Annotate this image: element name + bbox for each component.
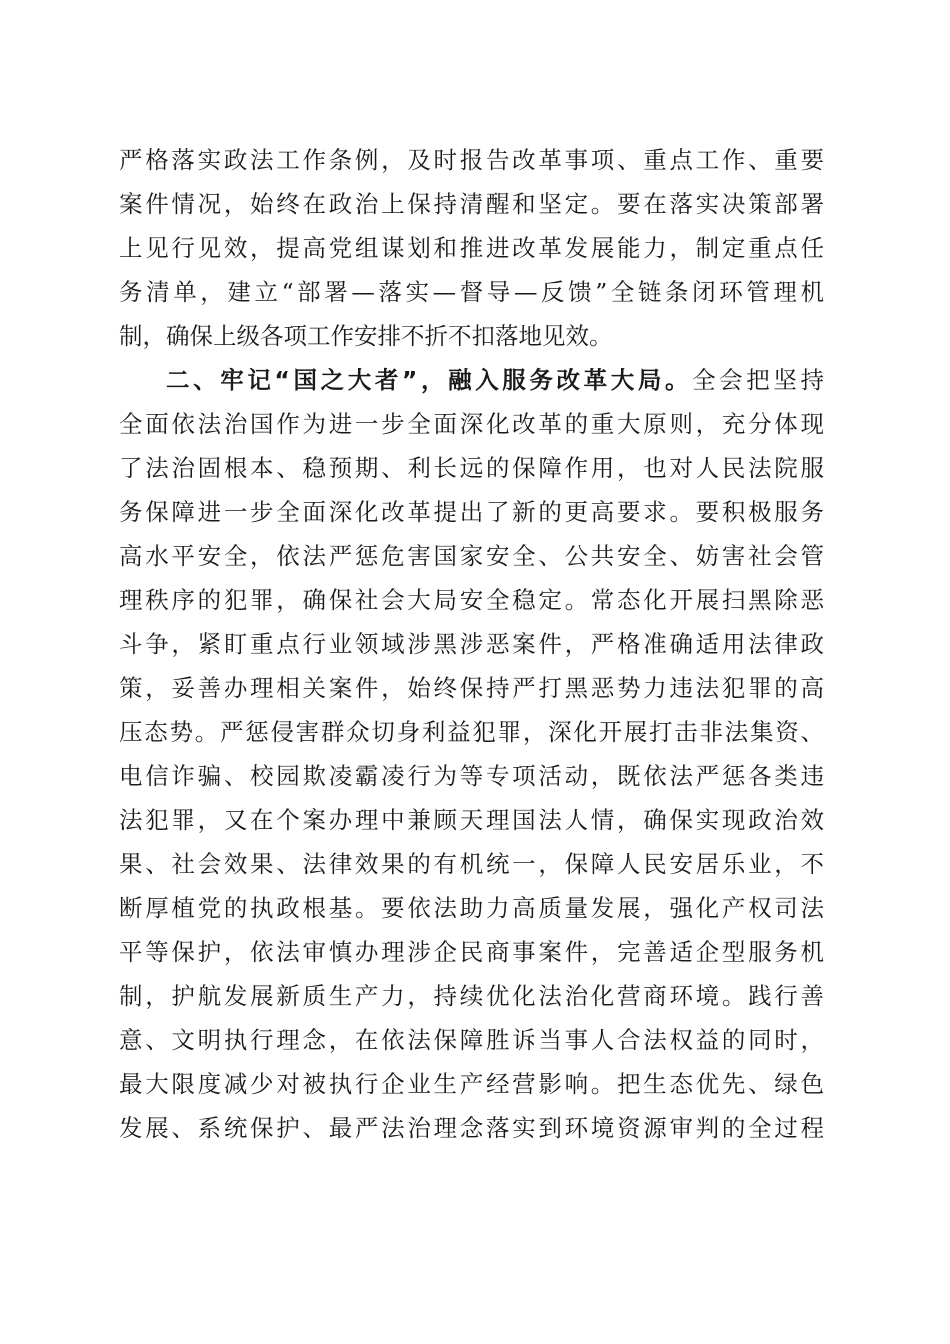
paragraph-2-line: 意、文明执行理念，在依法保障胜诉当事人合法权益的同时， (119, 1026, 824, 1054)
paragraph-2-line: 制，护航发展新质生产力，持续优化法治化营商环境。践行善 (119, 982, 824, 1010)
paragraph-2 (119, 358, 824, 1150)
paragraph-2-line: 平等保护，依法审慎办理涉企民商事案件，完善适企型服务机 (119, 938, 824, 966)
paragraph-1 (119, 138, 824, 358)
paragraph-2-line: 法犯罪，又在个案办理中兼顾天理国法人情，确保实现政治效 (119, 806, 824, 834)
paragraph-1-line: 严格落实政法工作条例，及时报告改革事项、重点工作、重要 (119, 146, 824, 174)
paragraph-2-line: 发展、系统保护、最严法治理念落实到环境资源审判的全过程 (119, 1114, 824, 1142)
paragraph-2-line: 务保障进一步全面深化改革提出了新的更高要求。要积极服务 (119, 498, 824, 526)
paragraph-2-line: 最大限度减少对被执行企业生产经营影响。把生态优先、绿色 (119, 1070, 824, 1098)
paragraph-2-line: 果、社会效果、法律效果的有机统一，保障人民安居乐业，不 (119, 850, 824, 878)
section-heading: 二、牢记“国之大者”，融入服务改革大局。 (166, 366, 693, 394)
paragraph-2-line: 断厚植党的执政根基。要依法助力高质量发展，强化产权司法 (119, 894, 824, 922)
paragraph-2-line: 高水平安全，依法严惩危害国家安全、公共安全、妨害社会管 (119, 542, 824, 570)
paragraph-1-line: 上见行见效，提高党组谋划和推进改革发展能力，制定重点任 (119, 234, 824, 262)
paragraph-2-line: 了法治固根本、稳预期、利长远的保障作用，也对人民法院服 (119, 454, 824, 482)
paragraph-2-line: 全面依法治国作为进一步全面深化改革的重大原则，充分体现 (119, 410, 824, 438)
paragraph-2-line: 电信诈骗、校园欺凌霸凌行为等专项活动，既依法严惩各类违 (119, 762, 824, 790)
paragraph-2-line: 压态势。严惩侵害群众切身利益犯罪，深化开展打击非法集资、 (119, 718, 824, 746)
paragraph-2-line: 斗争，紧盯重点行业领域涉黑涉恶案件，严格准确适用法律政 (119, 630, 824, 658)
paragraph-1-line: 务清单，建立“部署—落实—督导—反馈”全链条闭环管理机 (119, 278, 824, 306)
paragraph-2-line: 理秩序的犯罪，确保社会大局安全稳定。常态化开展扫黑除恶 (119, 586, 824, 614)
paragraph-2-line: 策，妥善办理相关案件，始终保持严打黑恶势力违法犯罪的高 (119, 674, 824, 702)
paragraph-1-line: 案件情况，始终在政治上保持清醒和坚定。要在落实决策部署 (119, 190, 824, 218)
paragraph-2-first-line (119, 358, 824, 402)
paragraph-2-first-line-text: 全会把坚持 (692, 366, 825, 394)
paragraph-1-line: 制，确保上级各项工作安排不折不扣落地见效。 (119, 322, 613, 350)
document-body (119, 138, 824, 1150)
